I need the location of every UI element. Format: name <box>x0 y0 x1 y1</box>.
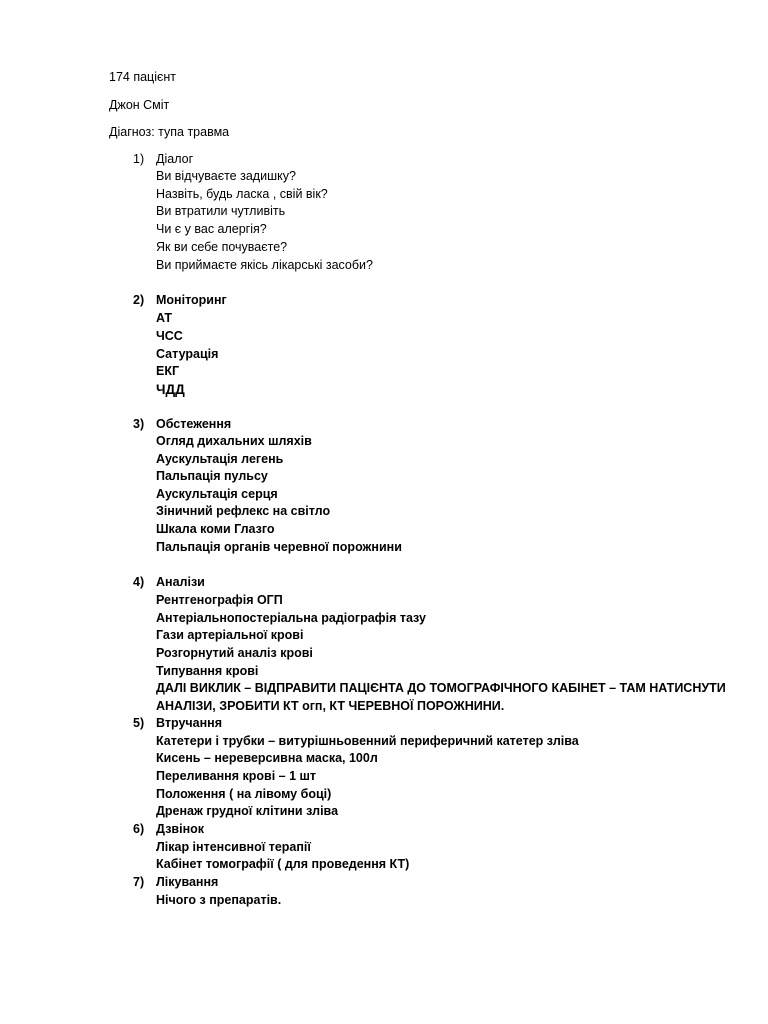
list-item: ЕКГ <box>156 364 180 378</box>
list-item: ЧДД <box>156 382 185 397</box>
section-number: 7) <box>133 875 145 889</box>
list-item: Розгорнутий аналіз крові <box>156 646 313 660</box>
list-item: ЧСС <box>156 329 183 343</box>
list-item: Пальпація органів черевної порожнини <box>156 540 402 554</box>
section-title-dialog: Діалог <box>156 152 194 166</box>
list-item: Гази артеріальної крові <box>156 628 304 642</box>
list-item: Кисень – нереверсивна маска, 100л <box>156 751 378 765</box>
list-item: Дренаж грудної клітини зліва <box>156 804 339 818</box>
section-title-call: Дзвінок <box>156 822 205 836</box>
list-item: Ви приймаєте якісь лікарські засоби? <box>156 258 373 272</box>
list-item: Рентгенографія ОГП <box>156 593 283 607</box>
section-title-examination: Обстеження <box>156 417 232 431</box>
section-title-treatment: Лікування <box>156 875 219 889</box>
list-item: Сатурація <box>156 347 219 361</box>
list-item: АТ <box>156 311 173 325</box>
list-item: Ви відчуваєте задишку? <box>156 169 296 183</box>
section-number: 2) <box>133 293 145 307</box>
list-item: Пальпація пульсу <box>156 469 268 483</box>
list-item: Катетери і трубки – витурішньовенний периферичний катетер зліва <box>156 734 579 748</box>
patient-number: 174 пацієнт <box>109 70 176 84</box>
section-title-tests: Аналізи <box>156 575 205 589</box>
list-item: Положення ( на лівому боці) <box>156 787 332 801</box>
list-item: Зіничний рефлекс на світло <box>156 504 331 518</box>
section-number: 3) <box>133 417 145 431</box>
list-item: Огляд дихальних шляхів <box>156 434 312 448</box>
section-number: 4) <box>133 575 145 589</box>
list-item: Ви втратили чутливіть <box>156 204 286 218</box>
list-item: Кабінет томографії ( для проведення КТ) <box>156 857 410 871</box>
list-item: Як ви себе почуваєте? <box>156 240 288 254</box>
section-title-interventions: Втручання <box>156 716 223 730</box>
list-item: Переливання крові – 1 шт <box>156 769 317 783</box>
list-item: Шкала коми Глазго <box>156 522 275 536</box>
list-item: Аускультація легень <box>156 452 284 466</box>
section-title-monitoring: Моніторинг <box>156 293 227 307</box>
section-number: 6) <box>133 822 145 836</box>
list-item: Антеріальнопостеріальна радіографія тазу <box>156 611 426 625</box>
instruction-line: ДАЛІ ВИКЛИК – ВІДПРАВИТИ ПАЦІЄНТА ДО ТОМОГРАФІЧНОГО КАБІНЕТ – ТАМ НАТИСНУТИ <box>156 681 726 695</box>
list-item: Типування крові <box>156 664 259 678</box>
patient-name: Джон Сміт <box>109 98 170 112</box>
section-number: 1) <box>133 152 145 166</box>
list-item: Лікар інтенсивної терапії <box>156 840 311 854</box>
list-item: Нічого з препаратів. <box>156 893 282 907</box>
list-item: Назвіть, будь ласка , свій вік? <box>156 187 328 201</box>
list-item: Чи є у вас алергія? <box>156 222 267 236</box>
diagnosis: Діагноз: тупа травма <box>109 125 230 139</box>
list-item: Аускультація серця <box>156 487 278 501</box>
section-number: 5) <box>133 716 145 730</box>
instruction-line: АНАЛІЗИ, ЗРОБИТИ КТ огп, КТ ЧЕРЕВНОЇ ПОРОЖНИНИ. <box>156 699 505 713</box>
